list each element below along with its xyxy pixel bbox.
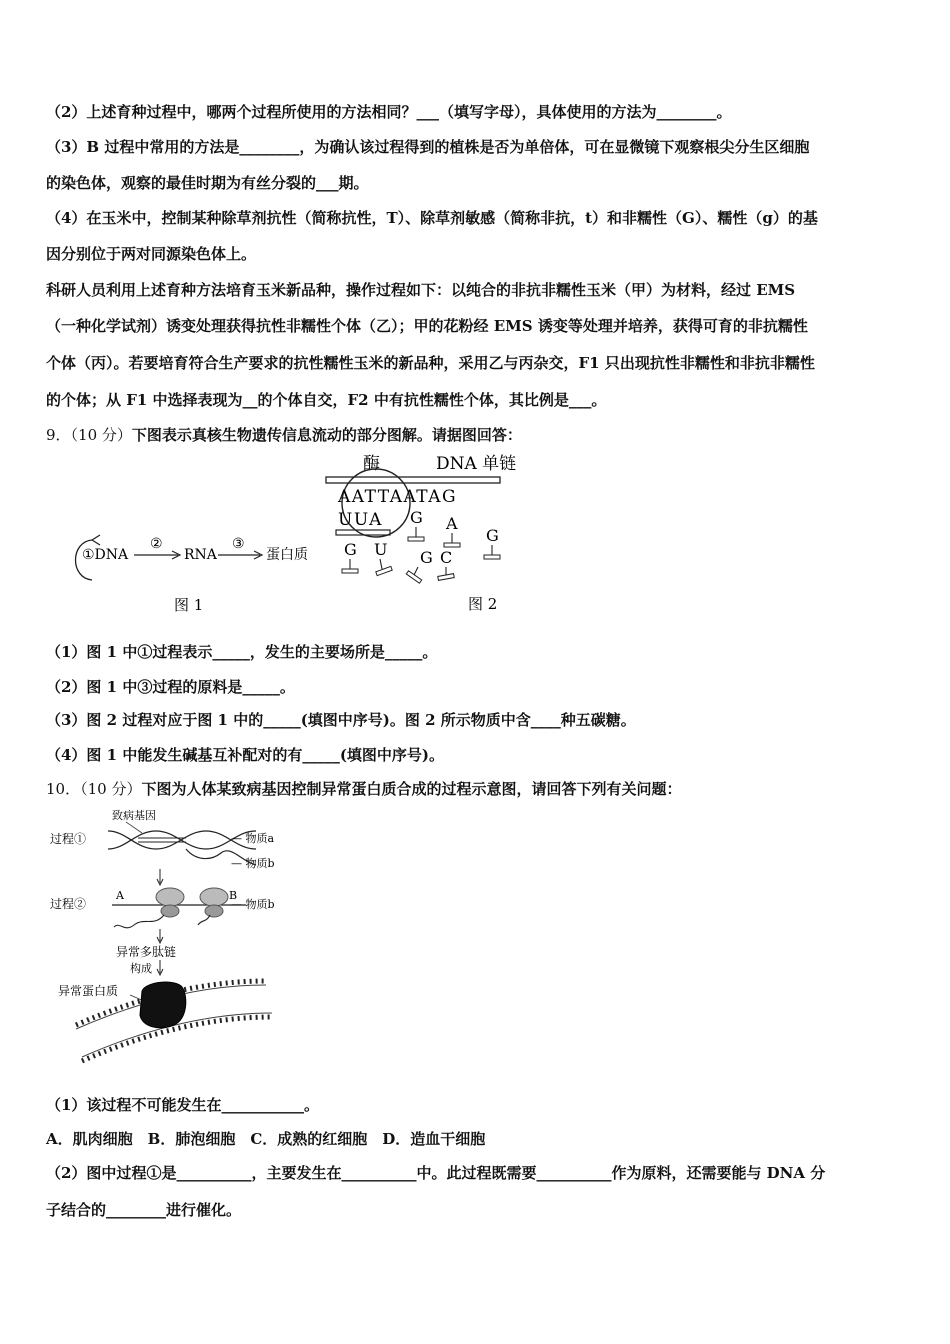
free-nucleotide-sugar [406, 571, 421, 583]
q9-part1: （1）图 1 中①过程表示_____，发生的主要场所是_____。 [46, 643, 438, 661]
process-1-label: 过程① [50, 832, 87, 846]
q9-heading [46, 425, 908, 445]
q10-part2-line2: 子结合的________进行催化。 [46, 1201, 242, 1219]
free-nucleotide-c: C [440, 548, 453, 567]
q8-part2: （2）上述育种过程中，哪两个过程所使用的方法相同？___（填写字母），具体使用的方法为________。 [46, 103, 732, 121]
q10-heading [46, 779, 908, 799]
q8-part3-line1: （3）B 过程中常用的方法是________，为确认该过程得到的植株是否为单倍体，可在显微镜下观察根尖分生区细胞 [46, 138, 810, 156]
q9-figure-2 [318, 445, 538, 615]
polypeptide-chain-1 [114, 915, 164, 928]
abnormal-protein-label: 异常蛋白质 [58, 984, 119, 998]
ribosome-2-large [200, 888, 228, 906]
q10-score: （10 分） [80, 780, 142, 798]
free-nucleotide-sugar [484, 555, 500, 559]
abnormal-polypeptide-label: 异常多肽链 [116, 945, 177, 959]
q8-part4-line1: （4）在玉米中，控制某种除草剂抗性（简称抗性，T）、除草剂敏感（简称非抗，t）和非糯性（G）、糯性（g）的基 [46, 209, 818, 227]
free-nucleotide-g1: G [410, 508, 423, 527]
q8-para-line1: 科研人员利用上述育种方法培育玉米新品种，操作过程如下：以纯合的非抗非糯性玉米（甲）为材料，经过 EMS [46, 281, 796, 299]
q9-stem: 下图表示真核生物遗传信息流动的部分图解。请据图回答： [131, 426, 522, 444]
q9-score: （10 分） [70, 426, 132, 444]
free-nucleotide-u: U [374, 540, 388, 559]
free-nucleotide-sugar [376, 566, 392, 575]
q9-part2: （2）图 1 中③过程的原料是_____。 [46, 678, 295, 696]
q8-para-line3: 个体（丙）。若要培育符合生产要求的抗性糯性玉米的新品种，采用乙与丙杂交，F1 只出现抗性非糯性和非抗非糯性 [46, 354, 815, 372]
abnormal-protein-blob [140, 982, 186, 1028]
q8-part3-line2: 的染色体，观察的最佳时期为有丝分裂的___期。 [46, 174, 369, 192]
end-a-label: A [116, 889, 124, 902]
end-b-label: B [229, 889, 238, 902]
q9-part3: （3）图 2 过程对应于图 1 中的_____(填图中序号)。图 2 所示物质中含____种五碳糖。 [46, 711, 636, 729]
compose-label: 构成 [130, 962, 152, 975]
q8-para-line2: （一种化学试剂）诱变处理获得抗性非糯性个体（乙）；甲的花粉经 EMS 诱变等处理并培养，获得可育的非抗糯性 [46, 317, 808, 335]
free-nucleotide-g2: G [486, 526, 499, 545]
substance-b-label-2: — 物质b [231, 898, 275, 911]
substance-b-label-1: — 物质b [231, 857, 275, 870]
free-nucleotide-g3: G [344, 540, 357, 559]
free-nucleotide-stem [380, 559, 382, 569]
ribosome-1-large [156, 888, 184, 906]
dna-single-strand-label: DNA 单链 [436, 454, 517, 474]
q10-number: 10． [46, 780, 81, 798]
free-nucleotide-sugar [408, 537, 424, 541]
figure-1-caption: 图 1 [174, 596, 204, 614]
gene-pointer-line [126, 822, 142, 833]
figure-2-caption: 图 2 [468, 595, 498, 613]
free-nucleotide-sugar [438, 574, 454, 581]
q9-part4: （4）图 1 中能发生碱基互补配对的有_____(填图中序号)。 [46, 746, 445, 764]
q9-figure-1 [70, 520, 330, 620]
polypeptide-chain-2 [198, 915, 210, 925]
dna-label: ①DNA [82, 547, 129, 563]
rna-label: RNA [184, 547, 217, 563]
q9-number: 9． [46, 426, 71, 444]
ribosome-2-small [205, 905, 223, 917]
q8-para-line4: 的个体；从 F1 中选择表现为__的个体自交，F2 中有抗性糯性个体，其比例是___。 [46, 391, 607, 409]
free-nucleotide-sugar [342, 569, 358, 573]
free-nucleotide-sugar [444, 543, 460, 547]
template-bases: AATTAATAG [338, 487, 458, 507]
q8-part4-line2: 因分别位于两对同源染色体上。 [46, 245, 257, 263]
pathogenic-gene-label: 致病基因 [112, 809, 156, 822]
free-nucleotide-stem [414, 567, 418, 575]
free-nucleotide-g4: G [420, 548, 433, 567]
process-2-label: 过程② [50, 897, 87, 911]
paired-rna-bases: UUA [338, 510, 383, 530]
enzyme-label: 酶 [363, 454, 380, 474]
q10-stem: 下图为人体某致病基因控制异常蛋白质合成的过程示意图，请回答下列有关问题： [141, 780, 682, 798]
q10-options: A．肌肉细胞 B．肺泡细胞 C．成熟的红细胞 D．造血干细胞 [46, 1130, 486, 1148]
replication-loop-arrowhead [92, 535, 100, 545]
free-nucleotide-a: A [446, 514, 458, 533]
protein-label: 蛋白质 [266, 547, 308, 563]
q10-part2-line1: （2）图中过程①是__________，主要发生在__________中。此过程既需要__________作为原料，还需要能与 DNA 分 [46, 1164, 826, 1182]
substance-a-label: — 物质a [231, 832, 275, 845]
step-2-label: ② [150, 536, 163, 552]
step-3-label: ③ [232, 536, 245, 552]
q10-figure [46, 805, 316, 1070]
q10-part1: （1）该过程不可能发生在___________。 [46, 1096, 319, 1114]
